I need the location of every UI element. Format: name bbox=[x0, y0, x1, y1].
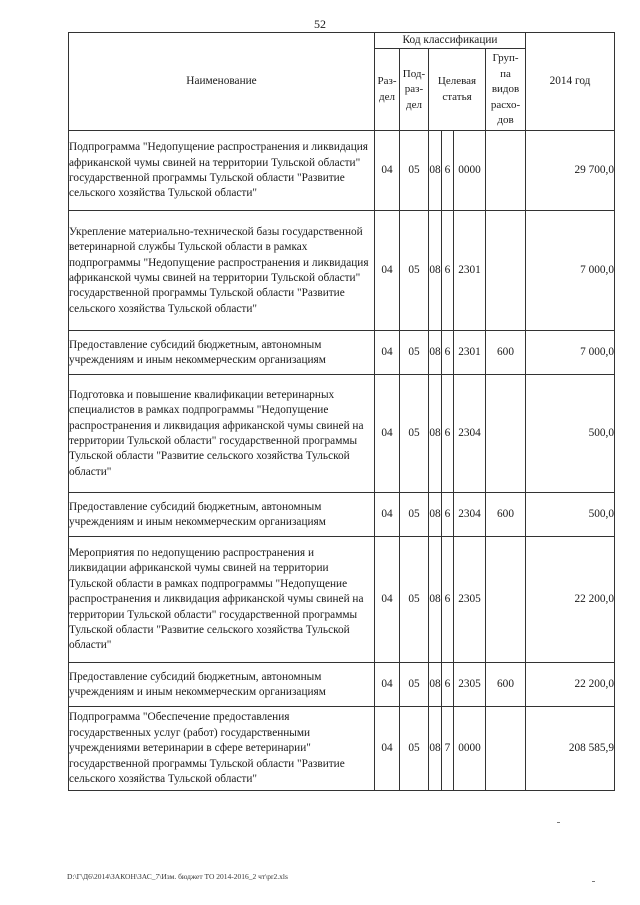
row-name: Укрепление материально-технической базы государственной ветеринарной службы Тульской области в рамках подпрограммы "Недопущение распространения и ликвидация африканской чумы свиней на территории Тульской области" государственной программы Тульской области "Развитие сельского хозяйства Тульской области" bbox=[69, 211, 375, 331]
row-podrazdel: 05 bbox=[400, 663, 429, 707]
table-row bbox=[69, 331, 615, 375]
row-razdel: 04 bbox=[375, 211, 400, 331]
row-razdel: 04 bbox=[375, 537, 400, 663]
header-podrazdel: Под- раз- дел bbox=[400, 49, 429, 131]
row-name: Предоставление субсидий бюджетным, автономным учреждениям и иным некоммерческим организациям bbox=[69, 663, 375, 707]
row-amount: 500,0 bbox=[526, 375, 615, 493]
file-path-footer: D:\Г\Д6\2014\ЗАКОН\ЗАС_7\Изм. бюджет ТО 2014-2016_2 чт\pr2.xls bbox=[67, 872, 288, 881]
row-target-subprogram: 6 bbox=[442, 663, 454, 707]
row-target-program: 08 bbox=[429, 331, 442, 375]
header-year: 2014 год bbox=[526, 33, 615, 131]
table-row bbox=[69, 375, 615, 493]
row-expense-group bbox=[486, 375, 526, 493]
header-target: Целевая статья bbox=[429, 49, 486, 131]
scan-mark bbox=[557, 822, 560, 823]
row-razdel: 04 bbox=[375, 375, 400, 493]
row-target-program: 08 bbox=[429, 663, 442, 707]
row-podrazdel: 05 bbox=[400, 375, 429, 493]
table-row bbox=[69, 493, 615, 537]
table-row bbox=[69, 537, 615, 663]
table-row bbox=[69, 707, 615, 791]
row-target-subprogram: 6 bbox=[442, 493, 454, 537]
row-expense-group bbox=[486, 537, 526, 663]
row-target-direction: 0000 bbox=[454, 707, 486, 791]
table-row bbox=[69, 211, 615, 331]
row-amount: 22 200,0 bbox=[526, 537, 615, 663]
row-amount: 22 200,0 bbox=[526, 663, 615, 707]
header-row-1 bbox=[69, 33, 615, 49]
header-razdel: Раз- дел bbox=[375, 49, 400, 131]
row-name: Подпрограмма "Недопущение распространения и ликвидация африканской чумы свиней на территории Тульской области" государственной программы Тульской области "Развитие сельского хозяйства Тульской области" bbox=[69, 131, 375, 211]
row-razdel: 04 bbox=[375, 493, 400, 537]
row-podrazdel: 05 bbox=[400, 493, 429, 537]
row-amount: 208 585,9 bbox=[526, 707, 615, 791]
row-expense-group bbox=[486, 707, 526, 791]
row-target-subprogram: 6 bbox=[442, 131, 454, 211]
header-code-group: Код классификации bbox=[375, 33, 526, 49]
header-name: Наименование bbox=[69, 33, 375, 131]
scan-mark bbox=[592, 881, 595, 882]
row-podrazdel: 05 bbox=[400, 707, 429, 791]
row-expense-group: 600 bbox=[486, 331, 526, 375]
row-name: Предоставление субсидий бюджетным, автономным учреждениям и иным некоммерческим организациям bbox=[69, 493, 375, 537]
table-row bbox=[69, 131, 615, 211]
row-target-program: 08 bbox=[429, 131, 442, 211]
row-target-direction: 2301 bbox=[454, 211, 486, 331]
row-amount: 29 700,0 bbox=[526, 131, 615, 211]
row-name: Предоставление субсидий бюджетным, автономным учреждениям и иным некоммерческим организациям bbox=[69, 331, 375, 375]
row-target-subprogram: 6 bbox=[442, 211, 454, 331]
row-expense-group: 600 bbox=[486, 663, 526, 707]
row-podrazdel: 05 bbox=[400, 211, 429, 331]
row-podrazdel: 05 bbox=[400, 131, 429, 211]
budget-table bbox=[68, 32, 615, 791]
row-podrazdel: 05 bbox=[400, 331, 429, 375]
table-row bbox=[69, 663, 615, 707]
row-target-subprogram: 6 bbox=[442, 537, 454, 663]
row-amount: 7 000,0 bbox=[526, 211, 615, 331]
row-target-direction: 2301 bbox=[454, 331, 486, 375]
row-razdel: 04 bbox=[375, 131, 400, 211]
row-expense-group bbox=[486, 211, 526, 331]
row-target-direction: 2305 bbox=[454, 663, 486, 707]
row-target-program: 08 bbox=[429, 537, 442, 663]
header-group: Груп- па видов расхо- дов bbox=[486, 49, 526, 131]
row-target-direction: 2305 bbox=[454, 537, 486, 663]
row-name: Подготовка и повышение квалификации ветеринарных специалистов в рамках подпрограммы "Недопущение распространения и ликвидация африканской чумы свиней на территории Тульской области" государственной программы Тульской области "Развитие сельского хозяйства Тульской области" bbox=[69, 375, 375, 493]
row-razdel: 04 bbox=[375, 663, 400, 707]
row-amount: 500,0 bbox=[526, 493, 615, 537]
row-target-program: 08 bbox=[429, 375, 442, 493]
row-target-direction: 2304 bbox=[454, 375, 486, 493]
row-amount: 7 000,0 bbox=[526, 331, 615, 375]
row-razdel: 04 bbox=[375, 707, 400, 791]
row-target-direction: 2304 bbox=[454, 493, 486, 537]
row-name: Подпрограмма "Обеспечение предоставления государственных услуг (работ) государственными учреждениями ветеринарии в сфере ветеринарии" государственной программы Тульской области "Развитие сельского хозяйства Тульской области" bbox=[69, 707, 375, 791]
row-target-program: 08 bbox=[429, 707, 442, 791]
row-target-program: 08 bbox=[429, 493, 442, 537]
row-target-subprogram: 7 bbox=[442, 707, 454, 791]
row-target-direction: 0000 bbox=[454, 131, 486, 211]
row-name: Мероприятия по недопущению распространения и ликвидации африканской чумы свиней на территории Тульской области в рамках подпрограммы "Недопущение распространения и ликвидация африканской чумы свиней на территории Тульской области" государственной программы Тульской области "Развитие сельского хозяйства Тульской области" bbox=[69, 537, 375, 663]
row-podrazdel: 05 bbox=[400, 537, 429, 663]
row-target-program: 08 bbox=[429, 211, 442, 331]
row-razdel: 04 bbox=[375, 331, 400, 375]
row-target-subprogram: 6 bbox=[442, 331, 454, 375]
row-target-subprogram: 6 bbox=[442, 375, 454, 493]
row-expense-group: 600 bbox=[486, 493, 526, 537]
page-number: 52 bbox=[314, 17, 326, 31]
row-expense-group bbox=[486, 131, 526, 211]
